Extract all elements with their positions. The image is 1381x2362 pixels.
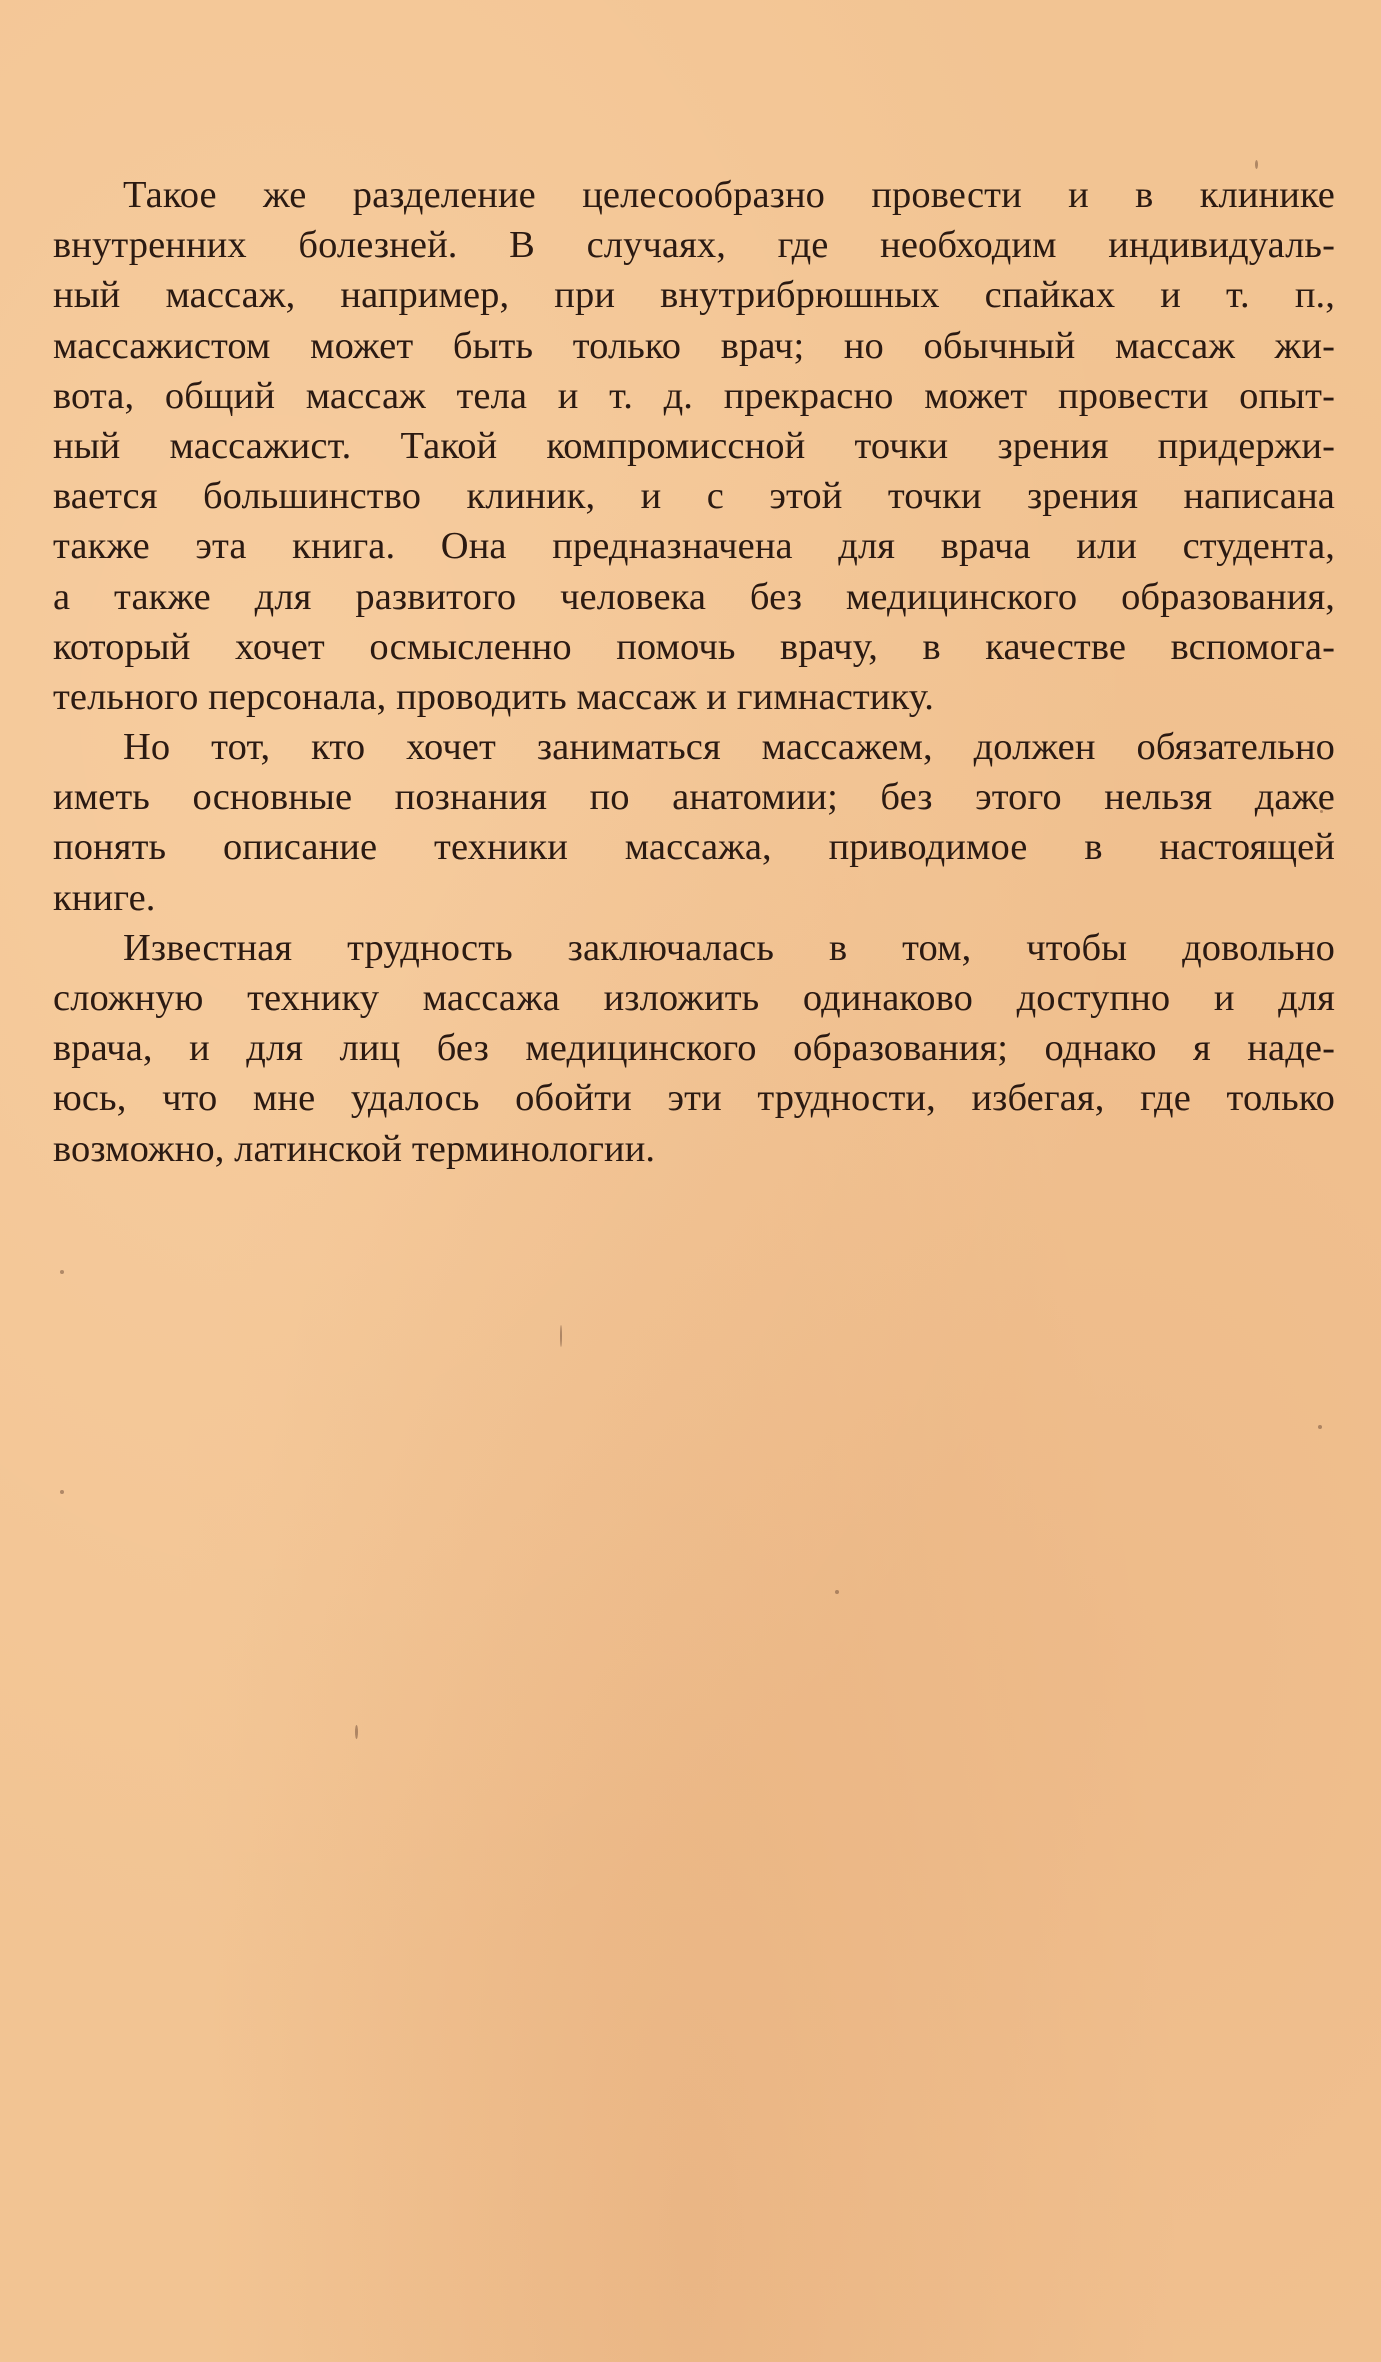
- text-line: а также для развитого человека без медицинского образования,: [53, 575, 1335, 618]
- text-line: Но тот, кто хочет заниматься массажем, должен обязательно: [123, 726, 1335, 769]
- text-line: вота, общий массаж тела и т. д. прекрасно может провести опыт-: [53, 374, 1335, 417]
- paper-speck: [1255, 160, 1258, 169]
- paragraph-1: [53, 170, 1335, 722]
- paper-speck: [60, 1490, 64, 1494]
- text-line: ный массажист. Такой компромиссной точки зрения придержи-: [53, 424, 1335, 467]
- text-line: вается большинство клиник, и с этой точки зрения написана: [53, 475, 1335, 518]
- paper-speck: [355, 1725, 358, 1739]
- text-line: врача, и для лиц без медицинского образования; однако я наде-: [53, 1027, 1335, 1070]
- paper-speck: [60, 1270, 64, 1274]
- text-line: тельного персонала, проводить массаж и гимнастику.: [53, 675, 934, 718]
- text-line: ный массаж, например, при внутрибрюшных спайках и т. п.,: [53, 274, 1335, 317]
- text-line: также эта книга. Она предназначена для врача или студента,: [53, 525, 1335, 568]
- text-line: книге.: [53, 876, 156, 919]
- paragraph-3: [53, 923, 1335, 1174]
- body-text: [53, 170, 1335, 1174]
- text-line: иметь основные познания по анатомии; без этого нельзя даже: [53, 776, 1335, 819]
- text-line: Известная трудность заключалась в том, чтобы довольно: [123, 926, 1335, 969]
- paper-speck: [835, 1590, 839, 1594]
- text-line: массажистом может быть только врач; но обычный массаж жи-: [53, 324, 1335, 367]
- text-line: юсь, что мне удалось обойти эти трудности, избегая, где только: [53, 1077, 1335, 1120]
- text-line: сложную технику массажа изложить одинаково доступно и для: [53, 977, 1335, 1019]
- text-line: который хочет осмысленно помочь врачу, в качестве вспомога-: [53, 625, 1335, 668]
- text-line: возможно, латинской терминологии.: [53, 1127, 656, 1170]
- paper-speck: [1318, 1425, 1322, 1429]
- text-line: внутренних болезней. В случаях, где необходим индивидуаль-: [53, 224, 1335, 267]
- text-line: понять описание техники массажа, приводимое в настоящей: [53, 826, 1335, 869]
- paragraph-2: [53, 722, 1335, 923]
- text-line: Такое же разделение целесообразно провести и в клинике: [123, 174, 1335, 216]
- paper-speck: [560, 1325, 562, 1347]
